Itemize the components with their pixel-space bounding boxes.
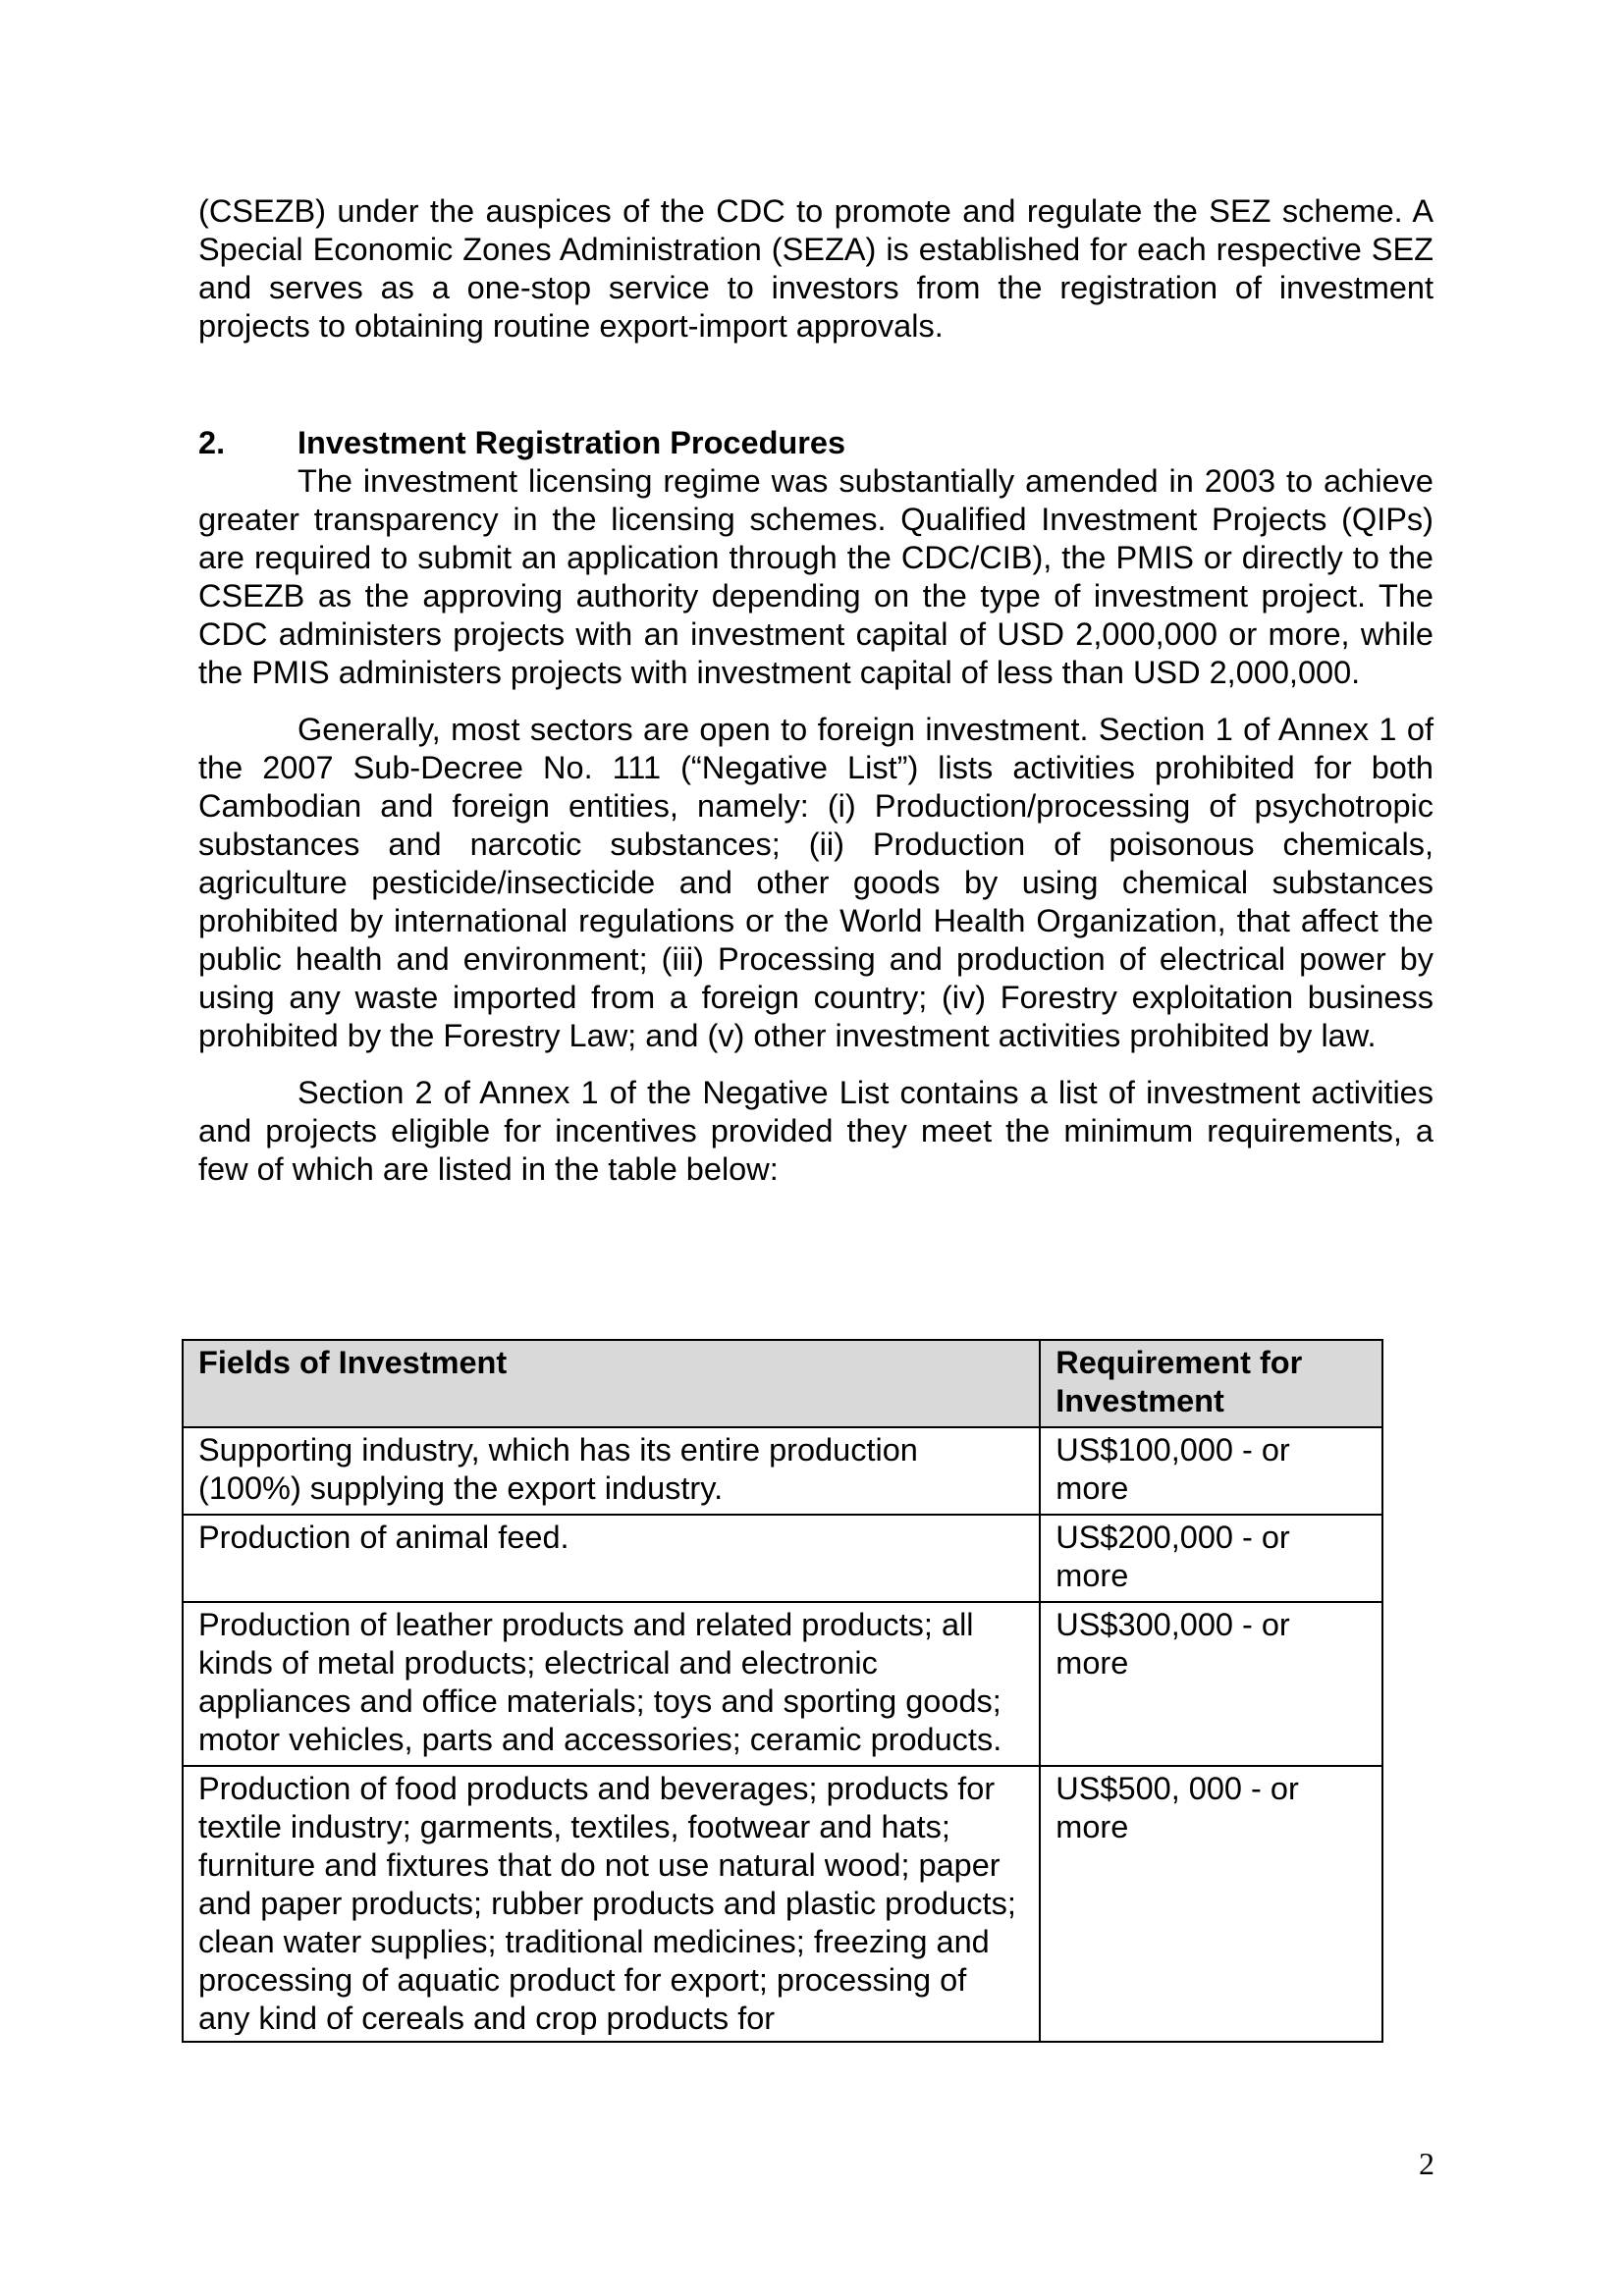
page-number: 2 [1419, 2146, 1434, 2181]
section-paragraph-1: The investment licensing regime was substantially amended in 2003 to achieve greater transparency in the licensing schemes. Qualified Investment Projects (QIPs) are required to submit an application through the CDC/CIB), the PMIS or directly to the CSEZB as the approving authority depending on the type of investment project. The CDC administers projects with an investment capital of USD 2,000,000 or more, while the PMIS administers projects with investment capital of less than USD 2,000,000. [198, 463, 1434, 690]
section-paragraph-3: Section 2 of Annex 1 of the Negative List contains a list of investment activities and projects eligible for incentives provided they meet the minimum requirements, a few of which are listed in the table below: [198, 1075, 1434, 1187]
table-header-row [183, 1340, 1382, 1427]
section-title: Investment Registration Procedures [298, 425, 846, 460]
requirement-cell: US$100,000 - or more [1040, 1427, 1382, 1515]
table-header-requirement: Requirement for Investment [1040, 1340, 1382, 1427]
intro-paragraph: (CSEZB) under the auspices of the CDC to promote and regulate the SEZ scheme. A Special Economic Zones Administration (SEZA) is established for each respective SEZ and serves as a one-stop service to investors from the registration of investment projects to obtaining routine export-import approvals. [198, 193, 1434, 344]
section-paragraph-2: Generally, most sectors are open to foreign investment. Section 1 of Annex 1 of the 2007 Sub-Decree No. 111 (“Negative List”) lists activities prohibited for both Cambodian and foreign entities, namely: (i) Production/processing of psychotropic substances and narcotic substances; (ii) Production of poisonous chemicals, agriculture pesticide/insecticide and other goods by using chemical substances prohibited by international regulations or the World Health Organization, that affect the public health and environment; (iii) Processing and production of electrical power by using any waste imported from a foreign country; (iv) Forestry exploitation business prohibited by the Forestry Law; and (v) other investment activities prohibited by law. [198, 712, 1434, 1053]
table-row [183, 1515, 1382, 1602]
field-cell: Production of leather products and related products; all kinds of metal products; electrical and electronic appliances and office materials; toys and sporting goods; motor vehicles, parts and accessories; ceramic products. [183, 1602, 1040, 1766]
requirement-cell: US$300,000 - or more [1040, 1602, 1382, 1766]
document-body [198, 192, 1434, 1189]
table-row [183, 1766, 1382, 2042]
table-header-fields: Fields of Investment [183, 1340, 1040, 1427]
table-row [183, 1427, 1382, 1515]
field-cell: Supporting industry, which has its entire production (100%) supplying the export industry. [183, 1427, 1040, 1515]
investment-requirements-table [182, 1339, 1383, 2043]
section-heading [198, 424, 1434, 462]
requirement-cell: US$500, 000 - or more [1040, 1766, 1382, 2042]
requirement-cell: US$200,000 - or more [1040, 1515, 1382, 1602]
section-number: 2. [198, 425, 226, 460]
field-cell [183, 1766, 1040, 2042]
field-cell-text: Production of food products and beverages; products for textile industry; garments, textiles, footwear and hats; furniture and fixtures that do not use natural wood; paper and paper products; rubber products and plastic products; clean water supplies; traditional medicines; freezing and processing of aquatic product for export; processing of any kind of cereals and crop products for [198, 1771, 1016, 2035]
table-row [183, 1602, 1382, 1766]
field-cell: Production of animal feed. [183, 1515, 1040, 1602]
